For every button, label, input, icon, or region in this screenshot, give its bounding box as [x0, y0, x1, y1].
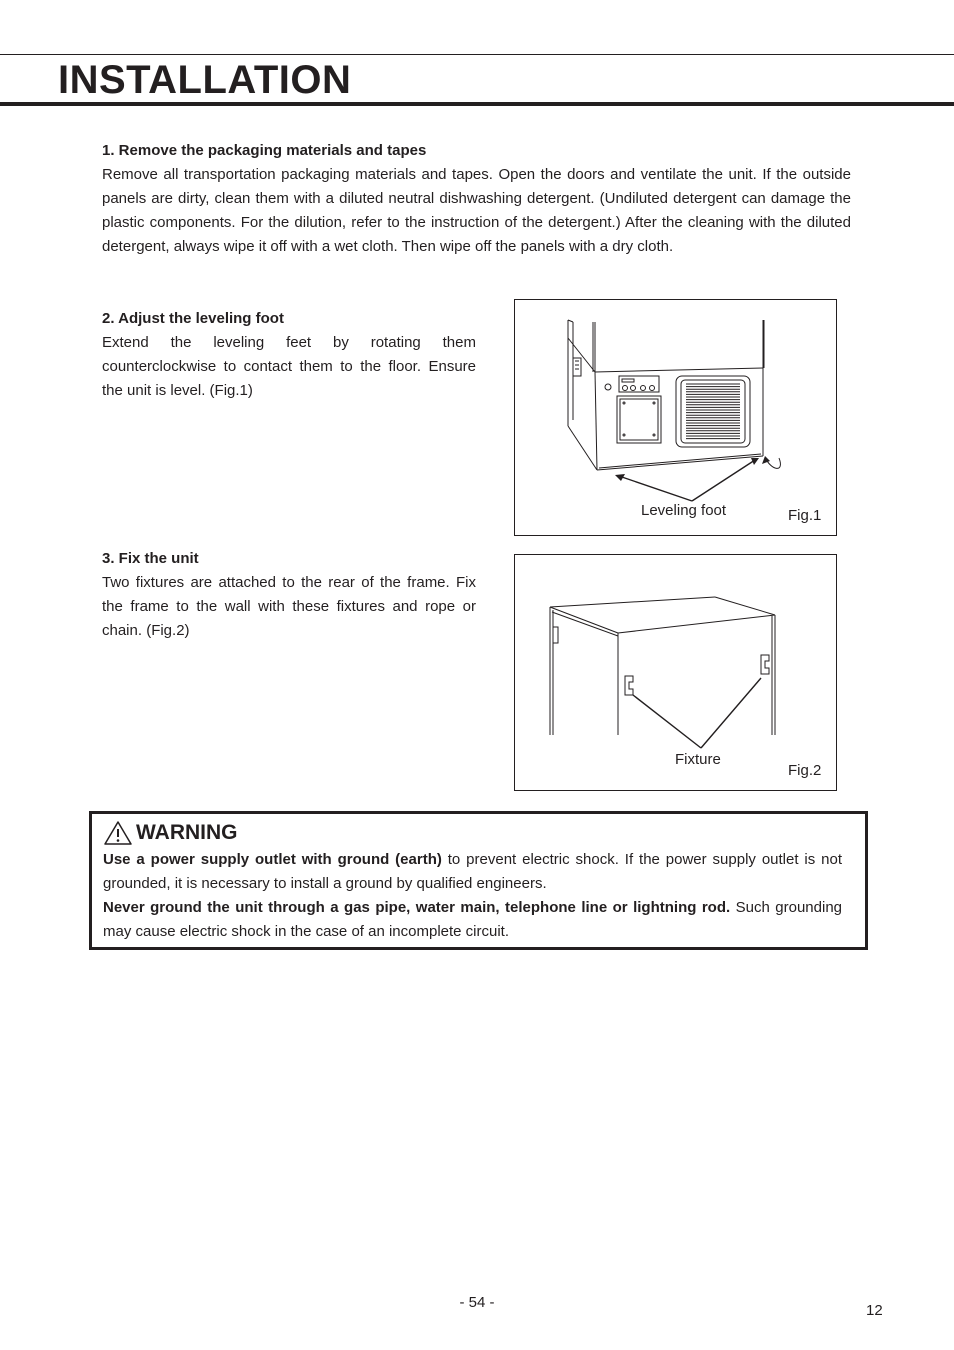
warning-title: WARNING — [136, 821, 238, 844]
fig2-caption: Fig.2 — [788, 762, 822, 779]
section3-heading: 3. Fix the unit — [102, 550, 199, 567]
section2-heading: 2. Adjust the leveling foot — [102, 310, 284, 327]
warning-triangle-icon — [103, 820, 133, 846]
top-rule — [0, 54, 954, 55]
warning-p2-bold: Never ground the unit through a gas pipe, water main, telephone line or lightning rod. — [103, 899, 731, 916]
page-label: - 54 - — [459, 1294, 495, 1311]
fig1-caption: Fig.1 — [788, 507, 822, 524]
page-number: 12 — [866, 1302, 883, 1319]
section1-heading: 1. Remove the packaging materials and tapes — [102, 142, 427, 159]
section2-text: Extend the leveling feet by rotating them counterclockwise to contact them to the floor. Ensure the unit is level. (Fig.1) — [102, 334, 476, 399]
figure-1-leveling-foot — [514, 299, 837, 536]
warning-p1-bold: Use a power supply outlet with ground (earth) — [103, 851, 442, 868]
fig1-callout-label: Leveling foot — [641, 502, 727, 519]
warning-text — [103, 848, 842, 944]
page-title: INSTALLATION — [58, 58, 352, 102]
warning-header — [103, 819, 238, 847]
title-underline — [0, 102, 954, 106]
vent-grille-slats — [686, 384, 740, 439]
section1-text: Remove all transportation packaging materials and tapes. Open the doors and ventilate the unit. If the outside panels are dirty, clean them with a diluted neutral dishwashing detergent. (Undiluted detergent can damage the plastic components. For the dilution, refer to the instruction of the detergent.) After the cleaning with the diluted detergent, always wipe it off with a wet cloth. Then wipe off the panels with a dry cloth. — [102, 166, 851, 255]
warning-box — [89, 811, 868, 950]
warning-p1-rest: to prevent electric shock. If the power supply outlet is not grounded, it is necessary to install a ground by qualified engineers. — [103, 851, 843, 892]
fixture-callout-lines — [633, 678, 761, 748]
fig2-callout-label: Fixture — [675, 751, 721, 768]
figure-2-fixture — [514, 554, 837, 791]
section3-text: Two fixtures are attached to the rear of the frame. Fix the frame to the wall with these fixtures and rope or chain. (Fig.2) — [102, 574, 476, 639]
warning-p2-rest: Such grounding may cause electric shock in the case of an incomplete circuit. — [103, 899, 843, 940]
